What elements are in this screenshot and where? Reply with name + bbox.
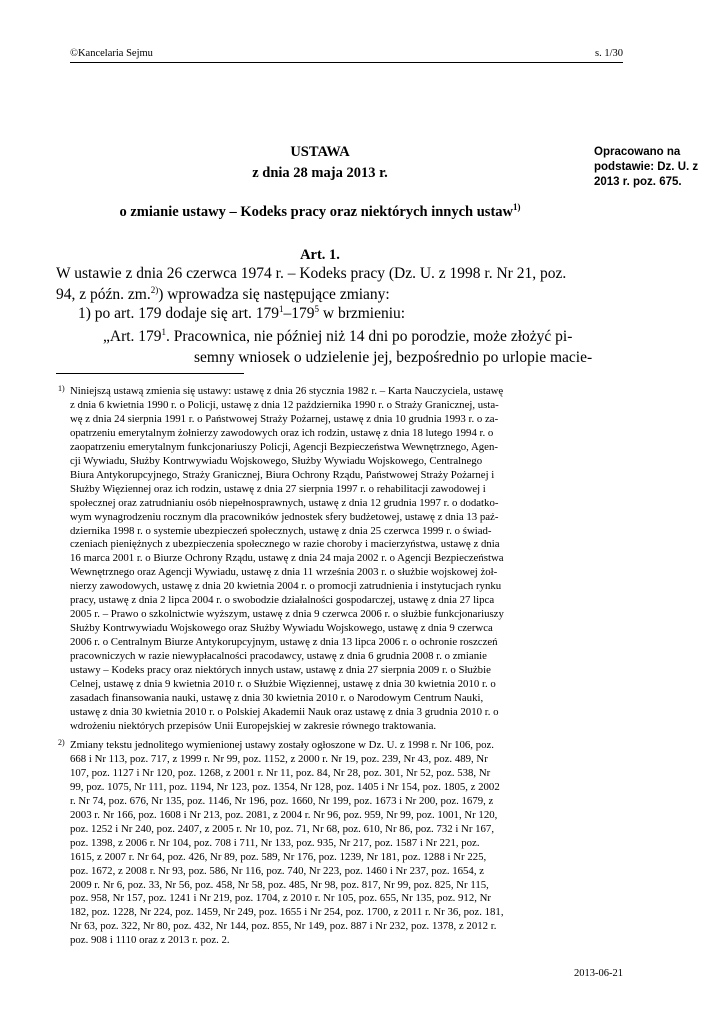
footnote-ref-2[interactable]: 2) — [150, 284, 159, 295]
footnote-marker: 2) — [58, 738, 65, 747]
footnote-line: pracy, ustawę z dnia 2 lipca 2004 r. o swobodzie działalności gospodarczej, ustawę z dnia 27 lipca — [70, 594, 495, 607]
article-heading: Art. 1. — [300, 247, 340, 263]
footnote-line: Służby Więziennej oraz ich rodzin, ustawę z dnia 27 sierpnia 1997 r. o rehabilitacji zawodowej i — [70, 482, 486, 495]
footnote-line: cji Wywiadu, Służby Kontrwywiadu Wojskowego, Służby Wywiadu Wojskowego, Centralnego — [70, 454, 483, 467]
superscript: 1 — [279, 303, 284, 314]
quoted-article-line — [103, 328, 572, 345]
footnote-line: poz. 1252 i Nr 240, poz. 2407, z 2005 r. Nr 10, poz. 71, Nr 68, poz. 610, Nr 86, poz. 732 i Nr 167, — [70, 822, 495, 835]
superscript: 5 — [314, 303, 320, 314]
act-type-title: USTAWA — [290, 144, 350, 160]
footnote-line: społecznej oraz zatrudnianiu osób niepełnosprawnych, ustawę z dnia 12 grudnia 1997 r. o dodatko- — [70, 496, 499, 509]
footnote-line: poz. 1398, z 2006 r. Nr 104, poz. 708 i 711, Nr 133, poz. 935, Nr 217, poz. 1587 i Nr 221, poz. — [70, 836, 480, 849]
footnote-line: 16 marca 2001 r. o Biurze Ochrony Rządu, ustawę z dnia 24 maja 2002 r. o Agencji Bezpieczeństwa — [70, 552, 504, 565]
act-date: z dnia 28 maja 2013 r. — [252, 165, 388, 181]
footnote-ref-1[interactable]: 1) — [513, 202, 521, 213]
footnote-line: opatrzeniu emerytalnym żołnierzy zawodowych oraz ich rodzin, ustawę z dnia 18 lutego 1994 r. o — [70, 426, 494, 439]
point-text: –179 — [283, 305, 315, 322]
article-intro-text: 94, z późn. zm. — [56, 286, 151, 303]
quoted-article — [103, 326, 593, 368]
act-subject-text: o zmianie ustawy – Kodeks pracy oraz niektórych innych ustaw — [119, 204, 514, 220]
source-note-line: podstawie: Dz. U. z — [594, 161, 699, 173]
article-intro-line — [56, 284, 576, 305]
source-note-line: 2013 r. poz. 675. — [594, 176, 682, 188]
footnote-line: Celnej, ustawę z dnia 9 kwietnia 2010 r. o Służbie Więziennej, ustawę z dnia 30 kwietnia 2010 r. o — [70, 678, 496, 691]
footnote-line: 99, poz. 1075, Nr 111, poz. 1194, Nr 123, poz. 1354, Nr 128, poz. 1405 i Nr 154, poz. 1805, z 2002 — [70, 780, 500, 793]
footnote-marker: 1) — [58, 384, 65, 393]
footnote-line: poz. 1672, z 2008 r. Nr 93, poz. 586, Nr 116, poz. 740, Nr 223, poz. 1460 i Nr 237, poz. 1654, z — [70, 864, 485, 877]
footnote-line: pracowniczych w razie niewypłacalności pracodawcy, ustawę z dnia 6 grudnia 2008 r. o zmianie — [70, 650, 487, 663]
footnote-line: zasadach finansowania nauki, ustawę z dnia 30 kwietnia 2010 r. o Narodowym Centrum Nauki, — [70, 691, 484, 704]
point-text: w brzmieniu: — [319, 305, 406, 322]
footnote-line: Służby Kontrwywiadu Wojskowego oraz Służby Wywiadu Wojskowego, ustawę z dnia 9 czerwca — [70, 622, 493, 635]
footnote-1 — [58, 384, 571, 734]
footnote-line: 2006 r. o Centralnym Biurze Antykorupcyjnym, ustawę z dnia 13 lipca 2006 r. o ochronie roszczeń — [70, 636, 498, 649]
footnote-separator — [56, 373, 244, 374]
footnote-line: 107, poz. 1127 i Nr 120, poz. 1268, z 2001 r. Nr 11, poz. 84, Nr 28, poz. 301, Nr 52, poz. 538, Nr — [70, 766, 491, 779]
quote-text: „Art. 179 — [103, 328, 162, 345]
source-note — [594, 145, 706, 190]
footnote-line: Nr 63, poz. 322, Nr 80, poz. 432, Nr 144, poz. 855, Nr 149, poz. 887 i Nr 232, poz. 1378, z 2012 r. — [70, 920, 497, 933]
footnote-line: Niniejszą ustawą zmienia się ustawy: ustawę z dnia 26 stycznia 1982 r. – Karta Nauczyciela, ustawę — [70, 385, 504, 397]
footnote-line: 668 i Nr 113, poz. 717, z 1999 r. Nr 99, poz. 1152, z 2000 r. Nr 19, poz. 239, Nr 43, poz. 489, Nr — [70, 752, 488, 765]
footnote-line: 2009 r. Nr 6, poz. 33, Nr 56, poz. 458, Nr 58, poz. 485, Nr 98, poz. 817, Nr 99, poz. 825, Nr 115, — [70, 878, 489, 891]
article-intro-text: ) wprowadza się następujące zmiany: — [158, 286, 390, 303]
footnote-line: poz. 908 i 1110 oraz z 2013 r. poz. 2. — [70, 934, 230, 947]
footnote-line: dziernika 1998 r. o systemie ubezpieczeń społecznych, ustawę z dnia 25 czerwca 1999 r. o świad- — [70, 524, 492, 537]
footnote-line: wdrożeniu niektórych przepisów Unii Europejskiej w zakresie równego traktowania. — [70, 719, 437, 732]
footnote-line: nierzy zawodowych, ustawę z dnia 20 kwietnia 2004 r. o promocji zatrudnienia i instytucjach rynku — [70, 580, 502, 593]
footnote-line: zaopatrzeniu emerytalnym funkcjonariuszy Policji, Agencji Bezpieczeństwa Wewnętrznego, Agen- — [70, 440, 498, 453]
header-page-number: s. 1/30 — [594, 48, 623, 59]
footnote-line: ustawy – Kodeks pracy oraz niektórych innych ustaw, ustawę z dnia 27 sierpnia 2009 r. o Służbie — [70, 664, 491, 677]
footnote-line: wym wynagrodzeniu rocznym dla pracowników jednostek sfery budżetowej, ustawę z dnia 13 paź- — [70, 510, 499, 523]
footnote-line: poz. 958, Nr 157, poz. 1241 i Nr 219, poz. 1704, z 2010 r. Nr 105, poz. 655, Nr 135, poz. 912, Nr — [70, 892, 492, 905]
footnote-line: Zmiany tekstu jednolitego wymienionej ustawy zostały ogłoszone w Dz. U. z 1998 r. Nr 106, poz. — [70, 739, 494, 751]
footnote-line: 182, poz. 1228, Nr 224, poz. 1459, Nr 249, poz. 1655 i Nr 254, poz. 1700, z 2011 r. Nr 36, poz. 181, — [70, 906, 504, 919]
point-text: 1) po art. 179 dodaje się art. 179 — [78, 305, 280, 322]
footnote-line: ustawę z dnia 30 kwietnia 2010 r. o Polskiej Akademii Nauk oraz ustawę z dnia 3 grudnia 2010 r. o — [70, 705, 499, 718]
footer-date: 2013-06-21 — [574, 968, 623, 979]
footnote-line: Biura Antykorupcyjnego, Straży Granicznej, Biura Ochrony Rządu, Państwowej Straży Pożarnej i — [70, 468, 495, 481]
footnote-line: 2005 r. – Prawo o szkolnictwie wyższym, ustawę z dnia 9 czerwca 2006 r. o służbie funkcjonariuszy — [70, 608, 504, 621]
footnote-line: czeniach pieniężnych z ubezpieczenia społecznego w razie choroby i macierzyństwa, ustawę z dnia — [70, 538, 500, 551]
footnote-line: z dnia 6 kwietnia 1990 r. o Policji, ustawę z dnia 12 października 1990 r. o Straży Granicznej, usta- — [70, 398, 499, 411]
quote-text: . Pracownica, nie później niż 14 dni po porodzie, może złożyć pi- — [166, 328, 573, 345]
article-intro — [56, 263, 576, 305]
act-subject — [70, 204, 570, 221]
footnote-line: Wewnętrznego oraz Agencji Wywiadu, ustawę z dnia 11 września 2003 r. o służbie wojskowej żoł- — [70, 566, 498, 579]
footnote-line: r. Nr 74, poz. 676, Nr 135, poz. 1146, Nr 196, poz. 1660, Nr 199, poz. 1673 i Nr 200, poz. 1679, z — [70, 794, 494, 807]
page-header — [70, 48, 623, 63]
superscript: 1 — [161, 326, 167, 337]
article-intro-line: W ustawie z dnia 26 czerwca 1974 r. – Kodeks pracy (Dz. U. z 1998 r. Nr 21, poz. — [56, 265, 567, 282]
amendment-point-1 — [78, 305, 405, 323]
footnote-line: 2003 r. Nr 166, poz. 1608 i Nr 213, poz. 2081, z 2004 r. Nr 96, poz. 959, Nr 99, poz. 1001, Nr 120, — [70, 808, 498, 821]
header-publisher: ©Kancelaria Sejmu — [70, 48, 153, 59]
source-note-line: Opracowano na — [594, 146, 681, 158]
footnote-line: 1615, z 2007 r. Nr 64, poz. 426, Nr 89, poz. 589, Nr 176, poz. 1239, Nr 181, poz. 1288 i Nr 225, — [70, 850, 487, 863]
footnote-line: wę z dnia 24 sierpnia 1991 r. o Państwowej Straży Pożarnej, ustawę z dnia 10 grudnia 1993 r. o za- — [70, 412, 499, 425]
quoted-article-line: semny wniosek o udzielenie jej, bezpośrednio po urlopie macie- — [194, 349, 593, 366]
footnote-2 — [58, 738, 571, 948]
